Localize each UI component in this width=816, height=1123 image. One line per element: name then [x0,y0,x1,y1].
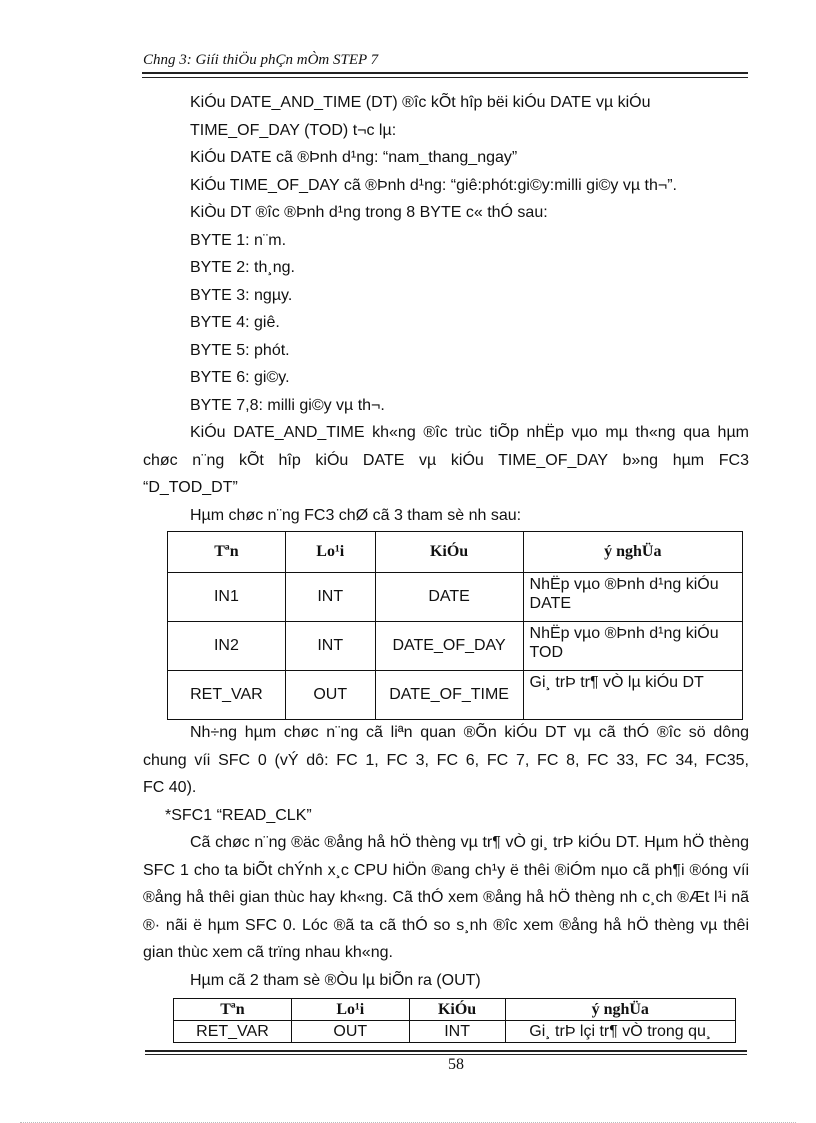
table-cell: NhËp vµo ®Þnh d¹ng kiÓu TOD [523,622,742,671]
table-cell: DATE [375,573,523,622]
table-header-row [168,532,743,573]
running-header: Chng 3: Giíi thiÖu phÇn mÒm STEP 7 [143,52,379,68]
footer-rule-thin [145,1054,747,1055]
byte-list-item: BYTE 4: giê. [190,314,280,331]
table-cell: OUT [285,671,375,720]
sfc1-parameter-table [173,998,736,1043]
table-cell: Gi¸ trÞ lçi tr¶ vÒ trong qu¸ [505,1021,736,1043]
paragraph-line: FC 40). [143,779,197,796]
column-header: Tªn [174,999,292,1021]
table-cell: RET_VAR [168,671,286,720]
table-row [168,573,743,622]
footer-rule [145,1050,747,1052]
table-cell: INT [409,1021,505,1043]
column-header: KiÓu [409,999,505,1021]
paragraph: KiÓu TIME_OF_DAY cã ®Þnh d¹ng: “giê:phót:gi©y:milli gi©y vµ th¬”. [190,176,677,194]
column-header: Lo¹i [291,999,409,1021]
byte-list-item: BYTE 5: phót. [190,341,290,359]
page-number: 58 [448,1056,464,1073]
paragraph: KiÓu DATE_AND_TIME kh«ng ®îc trùc tiÕp nhËp vµo mµ th«ng qua hµm [190,424,749,441]
paragraph-line: ®· nãi ë hµm SFC 0. Lóc ®ã ta cã thÓ so s¸nh ®îc xem ®ång hå hÖ thèng vµ thêi [143,916,749,934]
header-rule-thin [142,77,748,78]
table-row [168,671,743,720]
paragraph: Nh÷ng hµm chøc n¨ng cã liªn quan ®Õn kiÓu DT vµ cã thÓ ®îc sö dông [190,724,749,741]
table-cell: OUT [291,1021,409,1043]
table-header-row [174,999,736,1021]
fc3-parameter-table [167,531,743,720]
paragraph: KiÓu DATE cã ®Þnh d¹ng: “nam_thang_ngay” [190,149,518,166]
byte-list-item: BYTE 7,8: milli gi©y vµ th¬. [190,396,385,414]
column-header: Tªn [168,532,286,573]
column-header: KiÓu [375,532,523,573]
body-section-bottom [143,719,749,994]
paragraph: KiÓu DATE_AND_TIME (DT) ®îc kÕt hîp bëi kiÓu DATE vµ kiÓu [190,94,651,111]
table-cell: Gi¸ trÞ tr¶ vÒ lµ kiÓu DT [523,671,742,720]
table-row [174,1021,736,1043]
table-cell: IN1 [168,573,286,622]
table-cell: DATE_OF_TIME [375,671,523,720]
paragraph: KiÒu DT ®îc ®Þnh d¹ng trong 8 BYTE c« thÓ sau: [190,204,548,221]
table-intro: Hµm cã 2 tham sè ®Òu lµ biÕn ra (OUT) [190,971,481,989]
table-cell: DATE_OF_DAY [375,622,523,671]
paragraph-line: “D_TOD_DT” [143,479,238,496]
table-cell: INT [285,622,375,671]
paragraph-line: chøc n¨ng kÕt hîp kiÓu DATE vµ kiÓu TIME_OF_DAY b»ng hµm FC3 [143,451,749,469]
table-row [168,622,743,671]
paragraph-line: gian thùc xem cã trïng nhau kh«ng. [143,944,393,961]
table-cell: NhËp vµo ®Þnh d¹ng kiÓu DATE [523,573,742,622]
section-heading: *SFC1 “READ_CLK” [165,806,312,824]
byte-list-item: BYTE 6: gi©y. [190,369,290,386]
column-header: ý nghÜa [505,999,736,1021]
paragraph-line: chung víi SFC 0 (vÝ dô: FC 1, FC 3, FC 6, FC 7, FC 8, FC 33, FC 34, FC35, [143,751,749,769]
table-cell: INT [285,573,375,622]
paragraph: Cã chøc n¨ng ®äc ®ång hå hÖ thèng vµ tr¶ vÒ gi¸ trÞ kiÓu DT. Hµm hÖ thèng [190,834,749,851]
column-header: ý nghÜa [523,532,742,573]
table-cell: RET_VAR [174,1021,292,1043]
column-header: Lo¹i [285,532,375,573]
table-intro: Hµm chøc n¨ng FC3 chØ cã 3 tham sè nh sau: [190,506,522,524]
paragraph-line: ®ång hå thêi gian thùc hay kh«ng. Cã thÓ xem ®ång hå hÖ thèng nh c¸ch ®Æt l¹i nã [143,889,749,906]
byte-list-item: BYTE 1: n¨m. [190,231,287,249]
header-rule [142,72,748,74]
paragraph-line: TIME_OF_DAY (TOD) t¬c lµ: [190,121,397,139]
paragraph-line: SFC 1 cho ta biÕt chÝnh x¸c CPU hiÖn ®ang ch¹y ë thêi ®iÓm nµo cã ph¶i ®óng víi [143,861,749,879]
byte-list-item: BYTE 3: ngµy. [190,286,293,304]
table-cell: IN2 [168,622,286,671]
body-section-top [143,89,749,529]
byte-list-item: BYTE 2: th¸ng. [190,259,295,276]
